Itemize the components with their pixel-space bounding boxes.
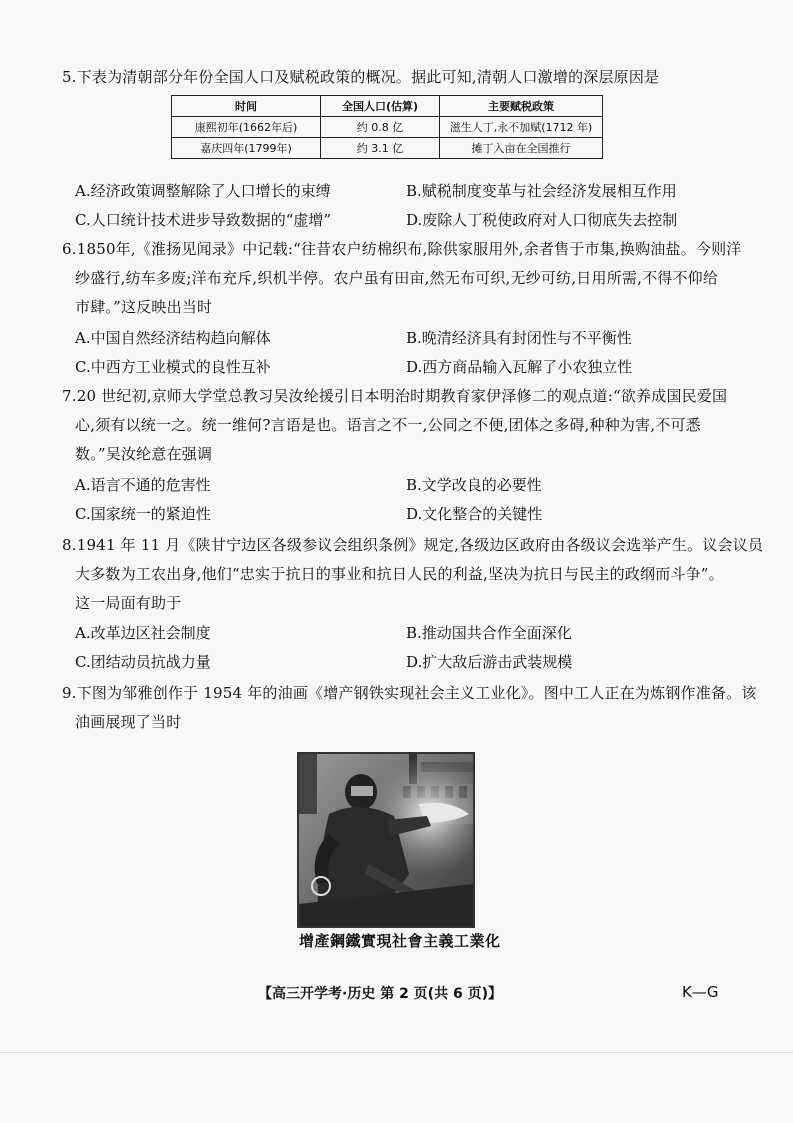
scan-edge-divider (0, 1052, 793, 1053)
q5-cell-time: 康熙初年(1662年后) (172, 117, 321, 138)
q6-stem-line-1: 6.1850年,《淮扬见闻录》中记载:“往昔农户纺棉织布,除供家服用外,余者售于市集,换购油盐。今则洋 (62, 240, 742, 258)
q8-stem-line-1: 8.1941 年 11 月《陕甘宁边区各级参议会组织条例》规定,各级边区政府由各级议会选举产生。议会议员 (62, 536, 764, 554)
painting-caption: 增產鋼鐵實現社會主義工業化 (299, 932, 501, 950)
q7-option-b: B.文学改良的必要性 (406, 476, 542, 494)
q7-stem-line-1: 7.20 世纪初,京师大学堂总教习吴汝纶援引日本明治时期教育家伊泽修二的观点道:“欲养成国民爱国 (62, 387, 728, 405)
q5-table-header-row (172, 96, 603, 117)
q6-stem-line-2: 纱盛行,纺车多废;洋布充斥,织机半停。农户虽有田亩,然无布可织,无纱可纺,日用所需,不得不仰给 (75, 269, 719, 287)
q5-stem: 5.下表为清朝部分年份全国人口及赋税政策的概况。据此可知,清朝人口激增的深层原因是 (62, 68, 660, 86)
q8-stem-line-2: 大多数为工农出身,他们“忠实于抗日的事业和抗日人民的利益,坚决为抗日与民主的政纲而斗争”。 (75, 565, 724, 583)
q5-header-time: 时间 (172, 96, 321, 117)
q5-cell-policy: 滋生人丁,永不加赋(1712 年) (440, 117, 603, 138)
oil-painting-image (297, 752, 475, 928)
q5-header-population: 全国人口(估算) (321, 96, 440, 117)
q5-cell-time: 嘉庆四年(1799年) (172, 138, 321, 159)
q8-option-c: C.团结动员抗战力量 (75, 653, 211, 671)
paper-code: K—G (682, 983, 719, 1001)
q9-stem-line-1: 9.下图为邹雅创作于 1954 年的油画《增产钢铁实现社会主义工业化》。图中工人正在为炼钢作准备。该 (62, 684, 757, 702)
q5-cell-policy: 摊丁入亩在全国推行 (440, 138, 603, 159)
q5-option-a: A.经济政策调整解除了人口增长的束缚 (75, 182, 331, 200)
q6-option-a: A.中国自然经济结构趋向解体 (75, 329, 271, 347)
q8-option-d: D.扩大敌后游击武装规模 (406, 653, 573, 671)
q5-cell-population: 约 3.1 亿 (321, 138, 440, 159)
q8-stem-line-3: 这一局面有助于 (75, 594, 182, 612)
q5-cell-population: 约 0.8 亿 (321, 117, 440, 138)
q7-option-d: D.文化整合的关键性 (406, 505, 543, 523)
q7-stem-line-3: 数。”吴汝纶意在强调 (75, 445, 213, 463)
q5-option-b: B.赋税制度变革与社会经济发展相互作用 (406, 182, 677, 200)
q9-stem-line-2: 油画展现了当时 (75, 713, 182, 731)
q7-option-c: C.国家统一的紧迫性 (75, 505, 211, 523)
q5-option-c: C.人口统计技术进步导致数据的“虚增” (75, 211, 332, 229)
table-row (172, 138, 603, 159)
q5-option-d: D.废除人丁税使政府对人口彻底失去控制 (406, 211, 678, 229)
q6-stem-line-3: 市肆。”这反映出当时 (75, 298, 213, 316)
q5-table (171, 95, 603, 159)
q7-option-a: A.语言不通的危害性 (75, 476, 211, 494)
q6-option-b: B.晚清经济具有封闭性与不平衡性 (406, 329, 632, 347)
q5-header-policy: 主要赋税政策 (440, 96, 603, 117)
q8-option-a: A.改革边区社会制度 (75, 624, 211, 642)
page-footer: 【高三开学考·历史 第 2 页(共 6 页)】 (258, 986, 502, 1002)
q6-option-d: D.西方商品输入瓦解了小农独立性 (406, 358, 633, 376)
q7-stem-line-2: 心,须有以统一之。统一维何?言语是也。语言之不一,公同之不便,团体之多碍,种种为害,不可悉 (75, 416, 701, 434)
q8-option-b: B.推动国共合作全面深化 (406, 624, 572, 642)
table-row (172, 117, 603, 138)
q6-option-c: C.中西方工业模式的良性互补 (75, 358, 271, 376)
